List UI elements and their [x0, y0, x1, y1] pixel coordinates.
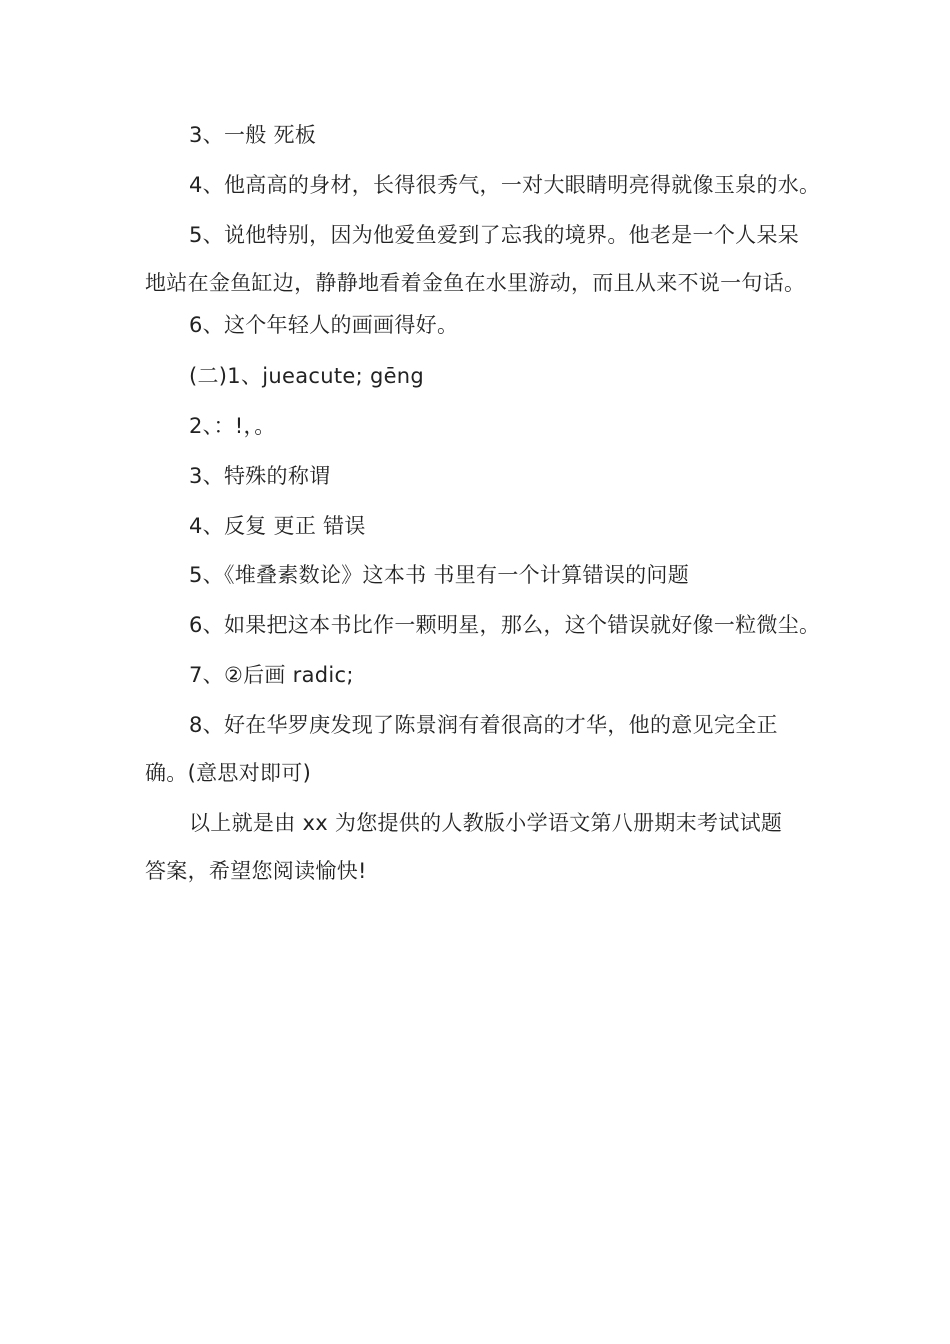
answer-line-continued: 确。(意思对即可) — [145, 761, 312, 785]
answer-line: 8、好在华罗庚发现了陈景润有着很高的才华，他的意见完全正 — [189, 713, 778, 737]
answer-line: 3、特殊的称谓 — [189, 464, 331, 488]
answer-line: 6、这个年轻人的画画得好。 — [189, 313, 459, 337]
answer-line-continued: 地站在金鱼缸边，静静地看着金鱼在水里游动，而且从来不说一句话。 — [145, 271, 806, 295]
answer-line: 5、《堆叠素数论》这本书 书里有一个计算错误的问题 — [189, 563, 690, 587]
answer-line: 6、如果把这本书比作一颗明星，那么，这个错误就好像一粒微尘。 — [189, 613, 821, 637]
answer-line: 4、反复 更正 错误 — [189, 514, 366, 538]
answer-line: 2、：!，。 — [189, 414, 276, 438]
answer-line: 5、说他特别，因为他爱鱼爱到了忘我的境界。他老是一个人呆呆 — [189, 223, 800, 247]
section-two-line: (二)1、jueacute; gēng — [189, 364, 425, 388]
answer-line: 3、一般 死板 — [189, 123, 317, 147]
closing-line-continued: 答案，希望您阅读愉快! — [145, 859, 367, 883]
answer-line: 4、他高高的身材，长得很秀气，一对大眼睛明亮得就像玉泉的水。 — [189, 173, 821, 197]
answer-line: 7、②后画 radic; — [189, 663, 354, 687]
closing-line: 以上就是由 xx 为您提供的人教版小学语文第八册期末考试试题 — [189, 811, 783, 835]
